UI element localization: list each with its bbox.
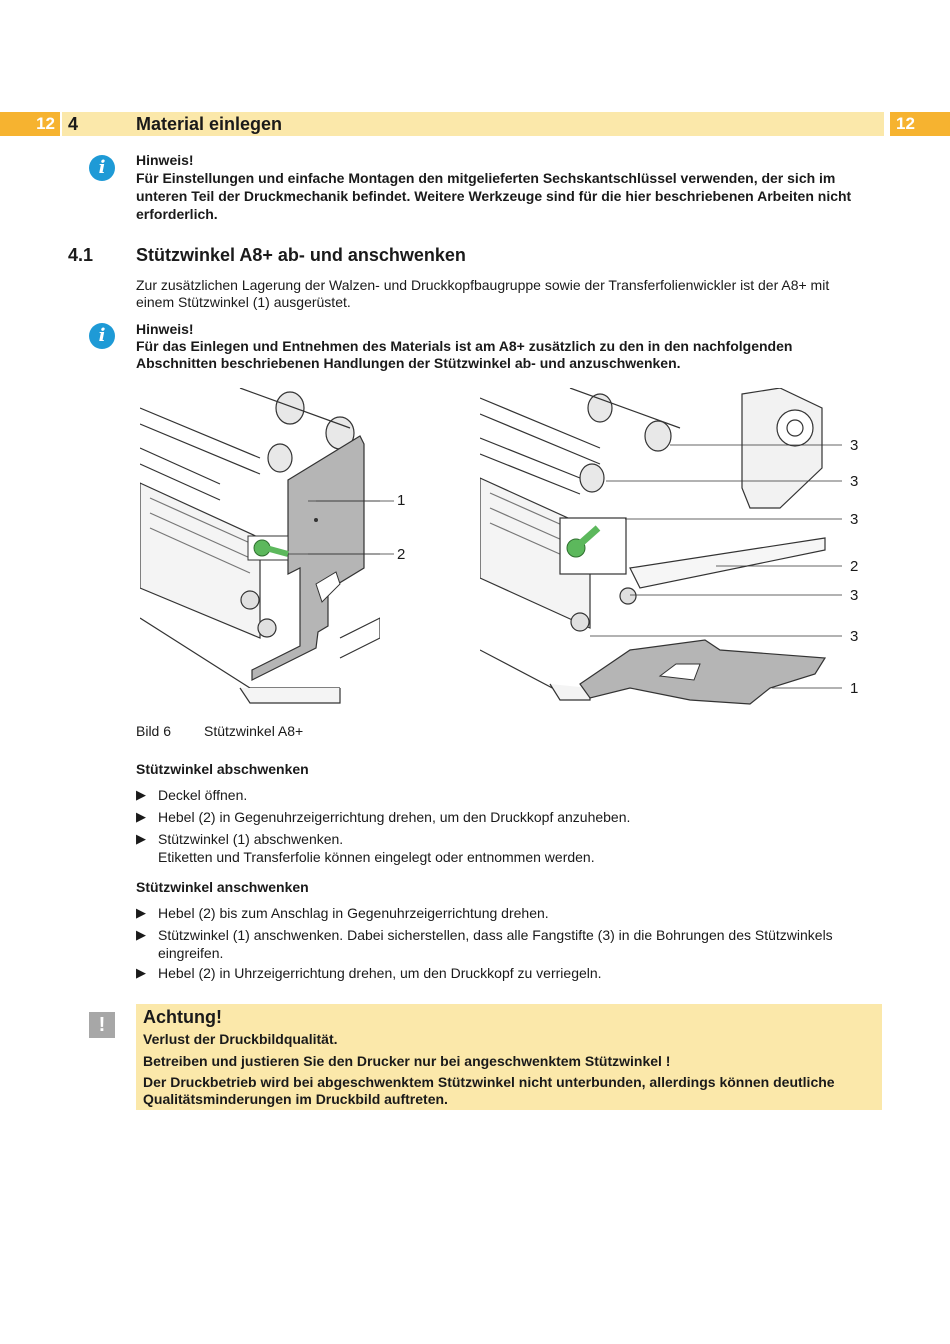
page-number-left: 12 [0, 112, 60, 136]
info-icon: i [89, 155, 115, 181]
warning-line1: Verlust der Druckbildqualität. [143, 1031, 338, 1047]
bullet-arrow-icon: ▶ [136, 831, 146, 846]
note2-title: Hinweis! [136, 321, 194, 337]
info-icon: i [89, 323, 115, 349]
bullet-arrow-icon: ▶ [136, 787, 146, 802]
chapter-title: Material einlegen [136, 114, 283, 134]
note1-line3: erforderlich. [136, 206, 218, 222]
callout-right-3e: 3 [850, 628, 859, 645]
callout-right-3d: 3 [850, 587, 859, 604]
swing-in-heading: Stützwinkel anschwenken [136, 879, 309, 895]
note2-line1: Für das Einlegen und Entnehmen des Materials ist am A8+ zusätzlich zu den in den nachfolgenden [136, 338, 793, 354]
note1-line2: unteren Teil der Druckmechanik befindet. Weitere Werkzeuge sind für die hier beschriebenen Arbeiten nicht [136, 188, 852, 204]
figure-caption-text: Stützwinkel A8+ [204, 723, 304, 739]
figure-caption-number: Bild 6 [136, 723, 172, 739]
callout-right-3b: 3 [850, 473, 859, 490]
warning-title: Achtung! [143, 1007, 222, 1027]
left-leader-lines [308, 498, 396, 558]
bullet-arrow-icon: ▶ [136, 809, 146, 824]
bullet-arrow-icon: ▶ [136, 965, 146, 980]
callout-right-2: 2 [850, 558, 859, 575]
section-intro-line1: Zur zusätzlichen Lagerung der Walzen- und Druckkopfbaugruppe sowie der Transferfolienwickler ist der A8+ mit [136, 277, 830, 293]
bullet-arrow-icon: ▶ [136, 927, 146, 942]
warning-line2: Betreiben und justieren Sie den Drucker nur bei angeschwenktem Stützwinkel ! [143, 1053, 671, 1069]
page-number-right: 12 [890, 112, 950, 136]
section-intro-line2: einem Stützwinkel (1) ausgerüstet. [136, 294, 351, 310]
callout-right-1: 1 [850, 680, 859, 697]
section-title: Stützwinkel A8+ ab- und anschwenken [136, 245, 466, 265]
callout-left-1: 1 [397, 492, 406, 509]
warning-line4: Qualitätsminderungen im Druckbild auftreten. [143, 1091, 448, 1107]
chapter-number: 4 [68, 114, 79, 134]
warning-line3: Der Druckbetrieb wird bei abgeschwenktem Stützwinkel nicht unterbunden, allerdings können deutliche [143, 1074, 835, 1090]
callout-right-3a: 3 [850, 437, 859, 454]
callout-right-3c: 3 [850, 511, 859, 528]
warning-icon: ! [89, 1012, 115, 1038]
bullet-arrow-icon: ▶ [136, 905, 146, 920]
callout-left-2: 2 [397, 546, 406, 563]
swing-out-heading: Stützwinkel abschwenken [136, 761, 309, 777]
figure-right-drawing [480, 388, 842, 710]
note1-line1: Für Einstellungen und einfache Montagen den mitgelieferten Sechskantschlüssel verwenden, der sich im [136, 170, 836, 186]
section-number: 4.1 [68, 245, 94, 265]
note1-title: Hinweis! [136, 152, 194, 168]
note2-line2: Abschnitten beschriebenen Handlungen der Stützwinkel ab- und anzuschwenken. [136, 355, 681, 371]
